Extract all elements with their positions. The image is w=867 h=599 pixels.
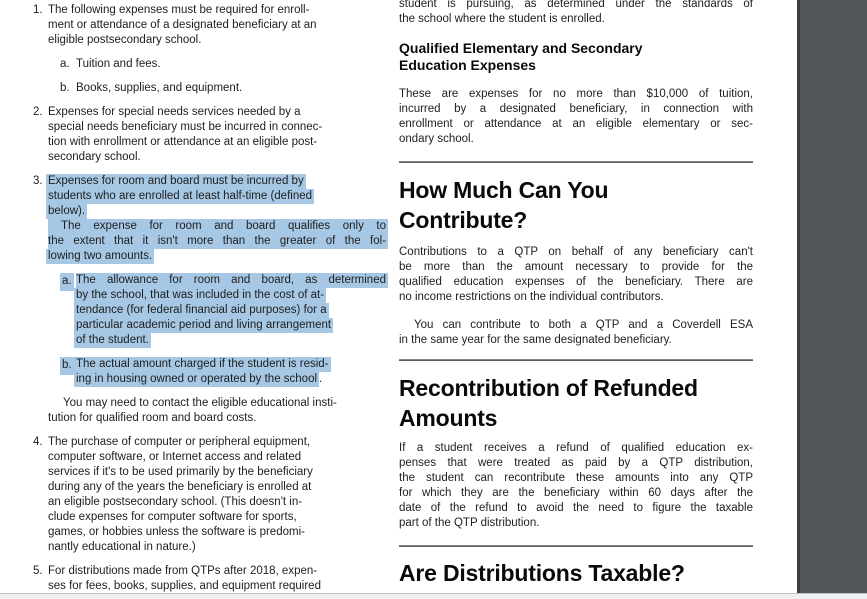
selection-highlight: Expenses for room and board must be incurred by students who are enrolled at least half-time (defined below). The expense for room and board qualifies only to the extent that it isn't more than the greater of the fol- lowing two amounts. bbox=[48, 175, 386, 262]
selection-highlight: The allowance for room and board, as determined by the school, that was included in the cost of at- tendance (for federal financial aid purposes) for a particular academic period and living arrangement of the student. bbox=[76, 274, 386, 346]
list-marker: 5. bbox=[33, 565, 43, 577]
list-item-text: The purchase of computer or peripheral equipment, computer software, or Internet access and related services if it's to be used primarily by the beneficiary during any of the years the beneficiary is enrolled at an eligible postsecondary school. (This doesn't in- clude expenses for computer software for sports, games, or hobbies unless the software is predomi- nantly educational in nature.) bbox=[48, 436, 313, 553]
list-item-3a-selected bbox=[30, 273, 388, 348]
paragraph-contributions: Contributions to a QTP on behalf of any beneficiary can't be more than the amount necessary to provide for the qualified education expenses of the beneficiary. There are no income restrictions on the individual contributors. bbox=[399, 246, 753, 303]
heading-line: Contribute? bbox=[399, 207, 528, 233]
left-column bbox=[30, 3, 388, 593]
list-item-1 bbox=[30, 3, 388, 48]
paragraph-if-student-refund: If a student receives a refund of qualified education ex- penses that were treated as paid by a QTP distribution, the student can recontribute these amounts into any QTP for which they are the beneficiary within 60 days after the date of the refund to avoid the need to figure the taxable part of the QTP distribution. bbox=[399, 442, 753, 529]
list-marker: a. bbox=[60, 58, 70, 70]
section-divider bbox=[399, 359, 753, 361]
list-item-text: For distributions made from QTPs after 2018, expen- ses for fees, books, supplies, and equipment required bbox=[48, 565, 321, 592]
list-marker: 1. bbox=[33, 4, 43, 16]
heading-line: How Much Can You bbox=[399, 177, 609, 203]
heading-line: Recontribution of Refunded bbox=[399, 375, 698, 401]
section-heading-qualified-elementary bbox=[399, 40, 753, 74]
list-item-text: Expenses for special needs services needed by a special needs beneficiary must be incurred in connec- tion with enrollment or attendance at an eligible post- secondary school. bbox=[48, 106, 323, 163]
heading-line: Amounts bbox=[399, 405, 498, 431]
paragraph-room-board-note bbox=[30, 396, 388, 426]
paragraph-you-can-contribute: You can contribute to both a QTP and a Coverdell ESA in the same year for the same designated beneficiary. bbox=[399, 319, 753, 346]
list-item-1b bbox=[30, 81, 388, 96]
heading-recontribution bbox=[399, 373, 753, 433]
paragraph-text: You may need to contact the eligible educational insti- tution for qualified room and board costs. bbox=[48, 397, 337, 424]
list-item-1a bbox=[30, 57, 388, 72]
selection-highlight: The actual amount charged if the student is resid- ing in housing owned or operated by the school . bbox=[76, 358, 329, 385]
list-marker: a. bbox=[60, 273, 74, 291]
list-item-4 bbox=[30, 435, 388, 555]
list-item-text: Books, supplies, and equipment. bbox=[76, 82, 243, 94]
list-item-5 bbox=[30, 564, 388, 593]
right-column bbox=[399, 0, 753, 588]
list-marker: b. bbox=[60, 357, 74, 375]
heading-line: Education Expenses bbox=[399, 57, 536, 73]
list-item-3b-selected bbox=[30, 357, 388, 387]
heading-line: Qualified Elementary and Secondary bbox=[399, 40, 643, 56]
section-divider bbox=[399, 545, 753, 547]
list-marker: 2. bbox=[33, 106, 43, 118]
list-item-text: Tuition and fees. bbox=[76, 58, 161, 70]
list-marker: 4. bbox=[33, 436, 43, 448]
list-item-2 bbox=[30, 105, 388, 165]
list-item-text: The following expenses must be required for enroll- ment or attendance of a designated beneficiary at an eligible postsecondary school. bbox=[48, 4, 317, 46]
section-divider bbox=[399, 161, 753, 163]
paragraph-intro-clipped: student is pursuing, as determined under the standards of the school where the student is enrolled. bbox=[399, 0, 753, 25]
viewer-horizontal-scrollbar[interactable] bbox=[0, 593, 867, 599]
viewer-background-panel bbox=[797, 0, 867, 593]
list-marker: 3. bbox=[33, 175, 43, 187]
paragraph-these-expenses: These are expenses for no more than $10,000 of tuition, incurred by a designated beneficiary, in connection with enrollment or attendance at an eligible elementary or sec- ondary school. bbox=[399, 88, 753, 145]
heading-how-much-contribute bbox=[399, 175, 753, 235]
list-marker: b. bbox=[60, 82, 70, 94]
heading-are-distributions-taxable bbox=[399, 558, 753, 588]
heading-line: Are Distributions Taxable? bbox=[399, 560, 685, 586]
list-item-3-selected bbox=[30, 174, 388, 264]
